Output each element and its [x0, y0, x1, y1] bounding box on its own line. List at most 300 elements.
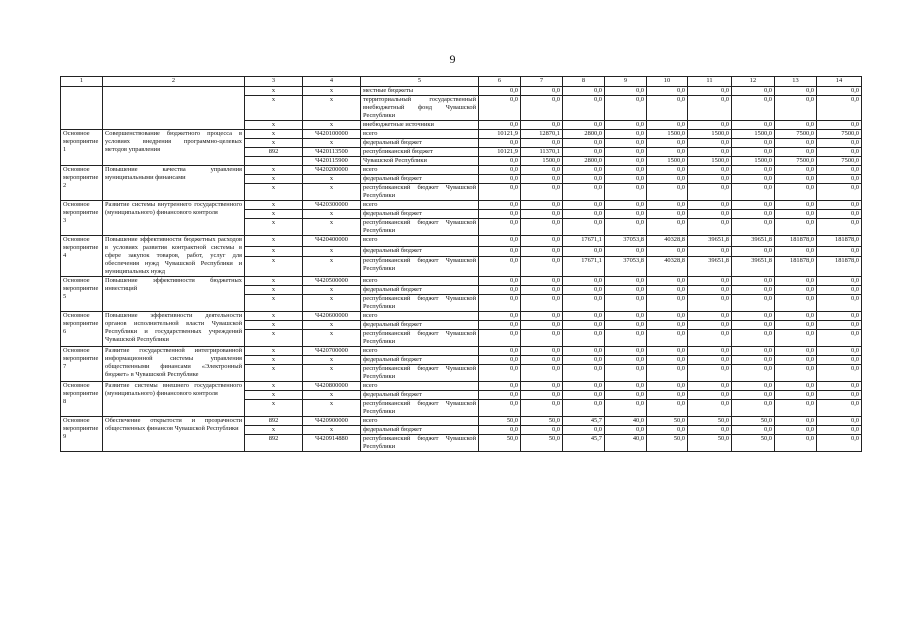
value-cell: 0,0 [479, 219, 521, 236]
classifier-cell: Ч420113500 [303, 148, 361, 157]
funding-source-cell: всего [361, 166, 479, 175]
value-cell: 0,0 [479, 96, 521, 121]
value-cell: 0,0 [521, 347, 563, 356]
classifier-cell: х [303, 96, 361, 121]
value-cell: 0,0 [732, 295, 775, 312]
value-cell: 0,0 [817, 96, 862, 121]
classifier-cell: Ч420400000 [303, 236, 361, 247]
classifier-cell: Ч420914880 [303, 435, 361, 452]
value-cell: 0,0 [563, 391, 605, 400]
value-cell: 0,0 [479, 400, 521, 417]
value-cell: 0,0 [732, 121, 775, 130]
value-cell: 0,0 [647, 139, 688, 148]
value-cell: 0,0 [563, 219, 605, 236]
value-cell: 0,0 [647, 426, 688, 435]
code-cell: х [245, 426, 303, 435]
value-cell: 0,0 [647, 87, 688, 96]
value-cell: 0,0 [732, 175, 775, 184]
value-cell: 0,0 [647, 400, 688, 417]
value-cell: 0,0 [817, 148, 862, 157]
value-cell: 0,0 [563, 286, 605, 295]
classifier-cell: х [303, 210, 361, 219]
value-cell: 0,0 [605, 330, 647, 347]
value-cell: 0,0 [775, 139, 817, 148]
classifier-cell: х [303, 257, 361, 277]
value-cell: 0,0 [479, 286, 521, 295]
code-cell: 892 [245, 148, 303, 157]
value-cell: 0,0 [817, 321, 862, 330]
value-cell: 0,0 [521, 121, 563, 130]
value-cell: 0,0 [521, 312, 563, 321]
classifier-cell: х [303, 330, 361, 347]
value-cell: 0,0 [563, 321, 605, 330]
event-label-cell: Основное мероприятие 2 [61, 166, 103, 201]
value-cell: 0,0 [521, 139, 563, 148]
value-cell: 0,0 [479, 157, 521, 166]
value-cell: 0,0 [775, 426, 817, 435]
value-cell: 0,0 [688, 148, 732, 157]
value-cell: 0,0 [647, 148, 688, 157]
value-cell: 0,0 [605, 426, 647, 435]
event-description-cell: Повышение эффективности бюджетных расходов в условиях развития контрактной системы в сфере закупок товаров, работ, услуг для обеспечения нужд Чувашской Республики и муниципальных нужд [103, 236, 245, 277]
value-cell: 0,0 [605, 130, 647, 139]
value-cell: 0,0 [605, 400, 647, 417]
value-cell: 0,0 [647, 347, 688, 356]
event-description-cell: Развитие системы внутреннего государственного (муниципального) финансового контроля [103, 201, 245, 236]
classifier-cell: х [303, 426, 361, 435]
funding-source-cell: республиканский бюджет Чувашской Республики [361, 219, 479, 236]
classifier-cell: Ч420200000 [303, 166, 361, 175]
value-cell: 0,0 [647, 219, 688, 236]
value-cell: 0,0 [521, 356, 563, 365]
code-cell: х [245, 277, 303, 286]
classifier-cell: х [303, 246, 361, 257]
value-cell: 0,0 [479, 121, 521, 130]
value-cell: 0,0 [775, 277, 817, 286]
value-cell: 50,0 [521, 417, 563, 426]
value-cell: 1500,0 [688, 130, 732, 139]
code-cell: х [245, 201, 303, 210]
header-row [61, 77, 862, 87]
value-cell: 0,0 [563, 365, 605, 382]
code-cell: х [245, 236, 303, 247]
value-cell: 0,0 [817, 347, 862, 356]
code-cell: 892 [245, 435, 303, 452]
event-label-cell: Основное мероприятие 6 [61, 312, 103, 347]
value-cell: 10121,9 [479, 130, 521, 139]
column-header-12: 12 [732, 77, 775, 87]
value-cell: 0,0 [817, 139, 862, 148]
value-cell: 39651,8 [732, 236, 775, 247]
column-header-6: 6 [479, 77, 521, 87]
code-cell [245, 157, 303, 166]
value-cell: 0,0 [563, 426, 605, 435]
value-cell: 0,0 [688, 365, 732, 382]
table-row [61, 236, 862, 247]
value-cell: 0,0 [605, 312, 647, 321]
funding-source-cell: федеральный бюджет [361, 426, 479, 435]
value-cell: 0,0 [688, 426, 732, 435]
value-cell: 0,0 [732, 286, 775, 295]
value-cell: 0,0 [732, 400, 775, 417]
value-cell: 0,0 [688, 210, 732, 219]
value-cell: 1500,0 [732, 157, 775, 166]
value-cell: 0,0 [817, 400, 862, 417]
table-row [61, 166, 862, 175]
value-cell: 0,0 [732, 347, 775, 356]
value-cell: 0,0 [775, 87, 817, 96]
value-cell: 0,0 [775, 184, 817, 201]
event-label-cell: Основное мероприятие 8 [61, 382, 103, 417]
value-cell: 0,0 [647, 246, 688, 257]
value-cell: 0,0 [605, 219, 647, 236]
value-cell: 0,0 [521, 426, 563, 435]
classifier-cell: х [303, 321, 361, 330]
table-row [61, 382, 862, 391]
value-cell: 0,0 [817, 210, 862, 219]
value-cell: 0,0 [688, 321, 732, 330]
value-cell: 0,0 [817, 391, 862, 400]
value-cell: 0,0 [563, 277, 605, 286]
value-cell: 0,0 [521, 96, 563, 121]
value-cell: 0,0 [521, 277, 563, 286]
value-cell: 50,0 [732, 417, 775, 426]
value-cell: 0,0 [479, 246, 521, 257]
value-cell: 0,0 [479, 139, 521, 148]
funding-source-cell: республиканский бюджет Чувашской Республики [361, 257, 479, 277]
value-cell: 0,0 [605, 382, 647, 391]
value-cell: 0,0 [605, 365, 647, 382]
value-cell: 1500,0 [732, 130, 775, 139]
value-cell: 0,0 [647, 286, 688, 295]
value-cell: 0,0 [688, 246, 732, 257]
value-cell: 0,0 [479, 426, 521, 435]
value-cell: 0,0 [688, 330, 732, 347]
classifier-cell: Ч420900000 [303, 417, 361, 426]
page-number: 9 [449, 52, 456, 66]
classifier-cell: х [303, 87, 361, 96]
funding-source-cell: республиканский бюджет Чувашской Республики [361, 435, 479, 452]
event-description-cell: Развитие государственной интегрированной информационной системы управления общественными финансами «Электронный бюджет» в Чувашской Республике [103, 347, 245, 382]
value-cell: 11370,1 [521, 148, 563, 157]
value-cell: 0,0 [688, 400, 732, 417]
value-cell: 37053,8 [605, 257, 647, 277]
code-cell: х [245, 347, 303, 356]
funding-source-cell: республиканский бюджет [361, 148, 479, 157]
code-cell: х [245, 312, 303, 321]
funding-source-cell: республиканский бюджет Чувашской Республики [361, 184, 479, 201]
value-cell: 0,0 [817, 382, 862, 391]
value-cell: 0,0 [521, 257, 563, 277]
value-cell: 0,0 [688, 219, 732, 236]
value-cell: 50,0 [479, 417, 521, 426]
classifier-cell: х [303, 400, 361, 417]
value-cell: 0,0 [563, 184, 605, 201]
value-cell: 0,0 [563, 400, 605, 417]
value-cell: 0,0 [479, 330, 521, 347]
code-cell: х [245, 96, 303, 121]
value-cell: 0,0 [688, 175, 732, 184]
value-cell: 0,0 [521, 236, 563, 247]
value-cell: 0,0 [732, 426, 775, 435]
value-cell: 0,0 [647, 312, 688, 321]
table-row [61, 277, 862, 286]
value-cell: 0,0 [647, 295, 688, 312]
classifier-cell: Ч420500000 [303, 277, 361, 286]
value-cell: 0,0 [479, 201, 521, 210]
code-cell: 892 [245, 417, 303, 426]
value-cell: 0,0 [732, 382, 775, 391]
classifier-cell: х [303, 121, 361, 130]
value-cell: 1500,0 [521, 157, 563, 166]
code-cell: х [245, 356, 303, 365]
funding-source-cell: всего [361, 382, 479, 391]
value-cell: 0,0 [479, 184, 521, 201]
classifier-cell: Ч420700000 [303, 347, 361, 356]
value-cell: 0,0 [775, 121, 817, 130]
funding-source-cell: федеральный бюджет [361, 139, 479, 148]
classifier-cell: Ч420300000 [303, 201, 361, 210]
value-cell: 50,0 [732, 435, 775, 452]
classifier-cell: Ч420115900 [303, 157, 361, 166]
classifier-cell: х [303, 219, 361, 236]
event-description-cell: Обеспечение открытости и прозрачности общественных финансов Чувашской Республики [103, 417, 245, 452]
value-cell: 0,0 [688, 277, 732, 286]
value-cell: 0,0 [563, 382, 605, 391]
table-row [61, 417, 862, 426]
value-cell: 0,0 [563, 330, 605, 347]
value-cell: 0,0 [479, 321, 521, 330]
code-cell: х [245, 175, 303, 184]
value-cell: 0,0 [521, 382, 563, 391]
code-cell: х [245, 286, 303, 295]
value-cell: 50,0 [688, 435, 732, 452]
value-cell: 0,0 [479, 236, 521, 247]
event-label-cell: Основное мероприятие 9 [61, 417, 103, 452]
value-cell: 39651,8 [688, 257, 732, 277]
column-header-3: 3 [245, 77, 303, 87]
value-cell: 0,0 [605, 175, 647, 184]
value-cell: 0,0 [775, 356, 817, 365]
value-cell: 0,0 [605, 246, 647, 257]
event-label-cell: Основное мероприятие 1 [61, 130, 103, 166]
event-description-cell: Повышение качества управления муниципальными финансами [103, 166, 245, 201]
code-cell: х [245, 321, 303, 330]
value-cell: 40,0 [605, 435, 647, 452]
value-cell: 0,0 [605, 87, 647, 96]
value-cell: 0,0 [605, 210, 647, 219]
classifier-cell: х [303, 139, 361, 148]
column-header-8: 8 [563, 77, 605, 87]
funding-source-cell: внебюджетные источники [361, 121, 479, 130]
value-cell: 0,0 [732, 356, 775, 365]
classifier-cell: х [303, 356, 361, 365]
value-cell: 7500,0 [817, 130, 862, 139]
table-row [61, 201, 862, 210]
column-header-4: 4 [303, 77, 361, 87]
value-cell: 7500,0 [817, 157, 862, 166]
funding-source-cell: республиканский бюджет Чувашской Республики [361, 295, 479, 312]
value-cell: 37053,8 [605, 236, 647, 247]
value-cell: 181878,0 [775, 236, 817, 247]
value-cell: 0,0 [647, 277, 688, 286]
value-cell: 50,0 [521, 435, 563, 452]
value-cell: 0,0 [817, 166, 862, 175]
value-cell: 0,0 [817, 277, 862, 286]
table-row [61, 347, 862, 356]
value-cell: 0,0 [563, 356, 605, 365]
value-cell: 0,0 [605, 166, 647, 175]
funding-source-cell: всего [361, 201, 479, 210]
value-cell: 12870,1 [521, 130, 563, 139]
value-cell: 0,0 [817, 426, 862, 435]
value-cell: 50,0 [647, 435, 688, 452]
value-cell: 0,0 [647, 201, 688, 210]
value-cell: 0,0 [817, 286, 862, 295]
value-cell: 0,0 [563, 210, 605, 219]
value-cell: 1500,0 [647, 157, 688, 166]
value-cell: 0,0 [479, 391, 521, 400]
value-cell: 0,0 [479, 277, 521, 286]
column-header-2: 2 [103, 77, 245, 87]
value-cell: 17671,1 [563, 257, 605, 277]
table-row [61, 87, 862, 96]
value-cell: 0,0 [688, 356, 732, 365]
value-cell: 2800,0 [563, 130, 605, 139]
value-cell: 0,0 [479, 257, 521, 277]
value-cell: 0,0 [775, 175, 817, 184]
value-cell: 0,0 [732, 87, 775, 96]
value-cell: 0,0 [521, 184, 563, 201]
event-label-cell: Основное мероприятие 5 [61, 277, 103, 312]
funding-source-cell: всего [361, 277, 479, 286]
value-cell: 0,0 [647, 210, 688, 219]
value-cell: 0,0 [775, 166, 817, 175]
value-cell: 7500,0 [775, 157, 817, 166]
value-cell: 0,0 [817, 246, 862, 257]
value-cell: 0,0 [521, 400, 563, 417]
value-cell: 0,0 [775, 210, 817, 219]
value-cell: 0,0 [647, 166, 688, 175]
event-label-cell: Основное мероприятие 3 [61, 201, 103, 236]
code-cell: х [245, 130, 303, 139]
funding-source-cell: Чувашской Республики [361, 157, 479, 166]
value-cell: 0,0 [775, 246, 817, 257]
value-cell: 0,0 [605, 96, 647, 121]
value-cell: 0,0 [563, 201, 605, 210]
classifier-cell: х [303, 286, 361, 295]
value-cell: 0,0 [479, 347, 521, 356]
code-cell: х [245, 400, 303, 417]
code-cell: х [245, 121, 303, 130]
value-cell: 39651,8 [732, 257, 775, 277]
value-cell: 0,0 [563, 347, 605, 356]
code-cell: х [245, 257, 303, 277]
value-cell: 0,0 [688, 312, 732, 321]
value-cell: 0,0 [688, 166, 732, 175]
code-cell: х [245, 184, 303, 201]
value-cell: 0,0 [732, 277, 775, 286]
value-cell: 0,0 [605, 321, 647, 330]
code-cell: х [245, 139, 303, 148]
value-cell: 45,7 [563, 417, 605, 426]
value-cell: 0,0 [732, 321, 775, 330]
column-header-5: 5 [361, 77, 479, 87]
value-cell: 0,0 [521, 391, 563, 400]
value-cell: 0,0 [563, 139, 605, 148]
value-cell: 0,0 [775, 347, 817, 356]
value-cell: 45,7 [563, 435, 605, 452]
classifier-cell: х [303, 391, 361, 400]
value-cell: 0,0 [732, 365, 775, 382]
value-cell: 0,0 [605, 356, 647, 365]
value-cell: 0,0 [479, 87, 521, 96]
value-cell: 50,0 [688, 417, 732, 426]
value-cell: 0,0 [817, 175, 862, 184]
value-cell: 0,0 [563, 295, 605, 312]
description-cell [103, 87, 245, 130]
column-header-7: 7 [521, 77, 563, 87]
classifier-cell: х [303, 365, 361, 382]
value-cell: 0,0 [647, 382, 688, 391]
value-cell: 0,0 [775, 330, 817, 347]
value-cell: 0,0 [605, 295, 647, 312]
value-cell: 0,0 [817, 356, 862, 365]
value-cell: 0,0 [605, 184, 647, 201]
value-cell: 0,0 [817, 184, 862, 201]
funding-source-cell: местные бюджеты [361, 87, 479, 96]
value-cell: 0,0 [605, 148, 647, 157]
value-cell: 40328,8 [647, 236, 688, 247]
code-cell: х [245, 391, 303, 400]
value-cell: 0,0 [605, 139, 647, 148]
value-cell: 0,0 [688, 347, 732, 356]
value-cell: 0,0 [688, 201, 732, 210]
value-cell: 0,0 [775, 201, 817, 210]
value-cell: 0,0 [563, 96, 605, 121]
column-header-1: 1 [61, 77, 103, 87]
code-cell: х [245, 219, 303, 236]
value-cell: 0,0 [479, 365, 521, 382]
value-cell: 0,0 [479, 210, 521, 219]
code-cell: х [245, 330, 303, 347]
value-cell: 0,0 [817, 312, 862, 321]
value-cell: 0,0 [521, 210, 563, 219]
value-cell: 0,0 [647, 356, 688, 365]
funding-source-cell: федеральный бюджет [361, 175, 479, 184]
value-cell: 0,0 [563, 246, 605, 257]
classifier-cell: х [303, 184, 361, 201]
value-cell: 50,0 [479, 435, 521, 452]
value-cell: 181878,0 [817, 257, 862, 277]
value-cell: 0,0 [732, 210, 775, 219]
value-cell: 0,0 [775, 286, 817, 295]
budget-table [60, 76, 862, 452]
value-cell: 10121,9 [479, 148, 521, 157]
value-cell: 0,0 [647, 330, 688, 347]
value-cell: 0,0 [605, 391, 647, 400]
value-cell: 7500,0 [775, 130, 817, 139]
value-cell: 0,0 [817, 365, 862, 382]
code-cell: х [245, 365, 303, 382]
code-cell: х [245, 246, 303, 257]
event-description-cell: Повышение эффективности бюджетных инвестиций [103, 277, 245, 312]
value-cell: 0,0 [479, 175, 521, 184]
funding-source-cell: республиканский бюджет Чувашской Республики [361, 365, 479, 382]
code-cell: х [245, 87, 303, 96]
event-label-cell: Основное мероприятие 4 [61, 236, 103, 277]
classifier-cell: Ч420800000 [303, 382, 361, 391]
